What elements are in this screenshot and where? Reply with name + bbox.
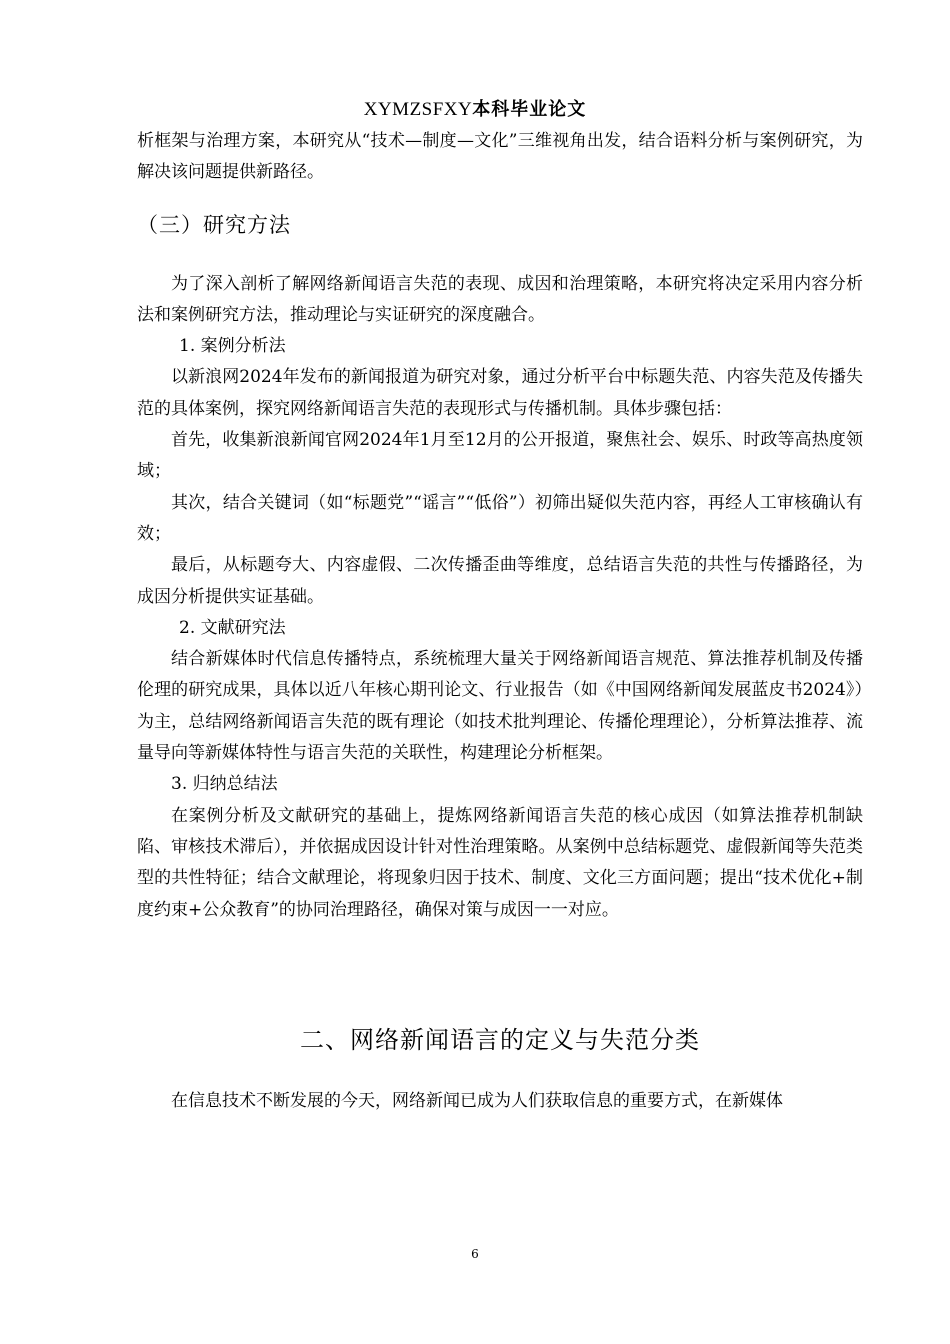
header-school-code: XYMZSFXY bbox=[363, 99, 473, 120]
induction-paragraph: 在案例分析及文献研究的基础上，提炼网络新闻语言失范的核心成因（如算法推荐机制缺陷、审核技术滞后），并依据成因设计针对性治理策略。从案例中总结标题党、虚假新闻等失范类型的共性特征；结合文献理论，将现象归因于技术、制度、文化三方面问题；提出“技术优化+制度约束+公众教育”的协同治理路径，确保对策与成因一一对应。 bbox=[137, 805, 863, 920]
header-title: 本科毕业论文 bbox=[472, 99, 587, 120]
case-analysis-paragraph: 以新浪网2024年发布的新闻报道为研究对象，通过分析平台中标题失范、内容失范及传播失范的具体案例，探究网络新闻语言失范的表现形式与传播机制。具体步骤包括： bbox=[137, 367, 863, 419]
page-body bbox=[137, 126, 863, 1117]
header-divider bbox=[135, 122, 818, 123]
step-3-paragraph: 最后，从标题夸大、内容虚假、二次传播歪曲等维度，总结语言失范的共性与传播路径，为成因分析提供实证基础。 bbox=[137, 555, 863, 607]
method-2-heading: 2. 文献研究法 bbox=[179, 617, 286, 638]
literature-paragraph: 结合新媒体时代信息传播特点，系统梳理大量关于网络新闻语言规范、算法推荐机制及传播伦理的研究成果，具体以近八年核心期刊论文、行业报告（如《中国网络新闻发展蓝皮书2024》）为主，总结网络新闻语言失范的既有理论（如技术批判理论、传播伦理理论），分析算法推荐、流量导向等新媒体特性与语言失范的关联性，构建理论分析框架。 bbox=[137, 649, 863, 764]
continued-paragraph: 析框架与治理方案，本研究从“技术—制度—文化”三维视角出发，结合语料分析与案例研究，为解决该问题提供新路径。 bbox=[137, 131, 863, 183]
chapter-2-heading: 二、网络新闻语言的定义与失范分类 bbox=[300, 1025, 700, 1054]
chapter-2-intro-paragraph: 在信息技术不断发展的今天，网络新闻已成为人们获取信息的重要方式，在新媒体 bbox=[171, 1090, 783, 1111]
page-header bbox=[0, 97, 950, 122]
method-1-heading: 1. 案例分析法 bbox=[179, 336, 286, 357]
method-3-heading: 3. 归纳总结法 bbox=[171, 774, 278, 795]
page-number: 6 bbox=[471, 1247, 479, 1261]
step-1-paragraph: 首先，收集新浪新闻官网2024年1月至12月的公开报道，聚焦社会、娱乐、时政等高热度领域； bbox=[137, 430, 863, 482]
methods-intro-paragraph: 为了深入剖析了解网络新闻语言失范的表现、成因和治理策略，本研究将决定采用内容分析法和案例研究方法，推动理论与实证研究的深度融合。 bbox=[137, 273, 863, 325]
step-2-paragraph: 其次，结合关键词（如“标题党”“谣言”“低俗”）初筛出疑似失范内容，再经人工审核确认有效； bbox=[137, 492, 863, 544]
section-heading-methods: （三）研究方法 bbox=[137, 212, 291, 237]
